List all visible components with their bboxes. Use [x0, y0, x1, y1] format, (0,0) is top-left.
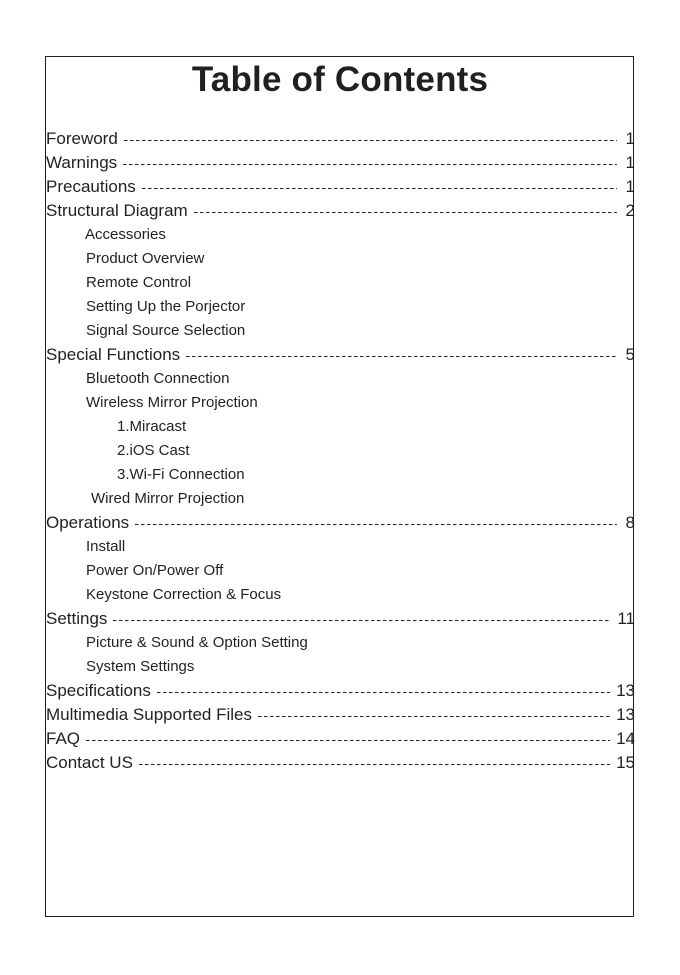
toc-subsubentry-ios-cast[interactable]: 2.iOS Cast — [117, 442, 190, 459]
toc-page-number: 1 — [625, 153, 635, 172]
toc-subentry-remote-control[interactable]: Remote Control — [86, 274, 192, 291]
toc-entry-label: Multimedia Supported Files — [46, 705, 252, 724]
dot-leader — [123, 164, 617, 165]
toc-page-number: 15 — [616, 753, 635, 772]
toc-subentry-product-overview[interactable]: Product Overview — [86, 250, 205, 267]
toc-page-number: 13 — [616, 705, 635, 724]
toc-subentry-bluetooth-connection[interactable]: Bluetooth Connection — [86, 370, 230, 387]
toc-entry-special-functions[interactable] — [46, 343, 635, 367]
toc-subentry-power-on-off[interactable]: Power On/Power Off — [86, 562, 224, 579]
toc-entry-operations[interactable] — [46, 511, 635, 535]
toc-entry-label: Structural Diagram — [46, 201, 188, 220]
dot-leader — [113, 620, 611, 621]
toc-page-number: 2 — [625, 201, 635, 220]
dot-leader — [157, 692, 610, 693]
toc-page-number: 1 — [625, 129, 635, 148]
toc-page-number: 13 — [616, 681, 635, 700]
toc-entry-settings[interactable] — [46, 607, 635, 631]
toc-subentry-accessories[interactable]: Accessories — [85, 226, 166, 243]
dot-leader — [194, 212, 617, 213]
toc-entry-label: Settings — [46, 609, 108, 628]
toc-entry-label: Specifications — [46, 681, 151, 700]
toc-subentry-keystone-focus[interactable]: Keystone Correction & Focus — [86, 586, 282, 603]
toc-entry-label: FAQ — [46, 729, 81, 748]
toc-subentry-install[interactable]: Install — [86, 538, 126, 555]
toc-entry-label: Operations — [46, 513, 130, 532]
dot-leader — [86, 740, 610, 741]
toc-page-number: 5 — [625, 345, 635, 364]
dot-leader — [258, 716, 610, 717]
toc-subentry-wired-mirror-projection[interactable]: Wired Mirror Projection — [91, 490, 245, 507]
dot-leader — [135, 524, 617, 525]
toc-entry-label: Contact US — [46, 753, 133, 772]
toc-entry-contact-us[interactable] — [46, 751, 635, 775]
dot-leader — [186, 356, 617, 357]
toc-entry-faq[interactable] — [46, 727, 635, 751]
toc-entry-label: Precautions — [46, 177, 136, 196]
toc-entry-label: Special Functions — [46, 345, 181, 364]
toc-entry-warnings[interactable] — [46, 151, 635, 175]
toc-entry-specifications[interactable] — [46, 679, 635, 703]
toc-subentry-wireless-mirror-projection[interactable]: Wireless Mirror Projection — [86, 394, 258, 411]
toc-subentry-signal-source-selection[interactable]: Signal Source Selection — [86, 322, 246, 339]
toc-entry-label: Warnings — [46, 153, 118, 172]
toc-page-number: 11 — [617, 609, 635, 628]
toc-subsubentry-miracast[interactable]: 1.Miracast — [117, 418, 187, 435]
toc-entry-label: Foreword — [46, 129, 118, 148]
toc-page-number: 14 — [616, 729, 635, 748]
toc-entry-precautions[interactable] — [46, 175, 635, 199]
toc-entry-structural-diagram[interactable] — [46, 199, 635, 223]
dot-leader — [124, 140, 617, 141]
toc-entry-foreword[interactable] — [46, 127, 635, 151]
table-of-contents — [46, 127, 635, 775]
toc-page-number: 8 — [625, 513, 635, 532]
toc-subentry-setting-up-projector[interactable]: Setting Up the Porjector — [86, 298, 246, 315]
toc-page-number: 1 — [625, 177, 635, 196]
toc-subsubentry-wifi-connection[interactable]: 3.Wi-Fi Connection — [117, 466, 245, 483]
dot-leader — [139, 764, 610, 765]
toc-entry-multimedia-supported-files[interactable] — [46, 703, 635, 727]
page-title: Table of Contents — [191, 60, 489, 99]
toc-subentry-picture-sound-option[interactable]: Picture & Sound & Option Setting — [86, 634, 308, 651]
toc-subentry-system-settings[interactable]: System Settings — [86, 658, 195, 675]
dot-leader — [142, 188, 617, 189]
